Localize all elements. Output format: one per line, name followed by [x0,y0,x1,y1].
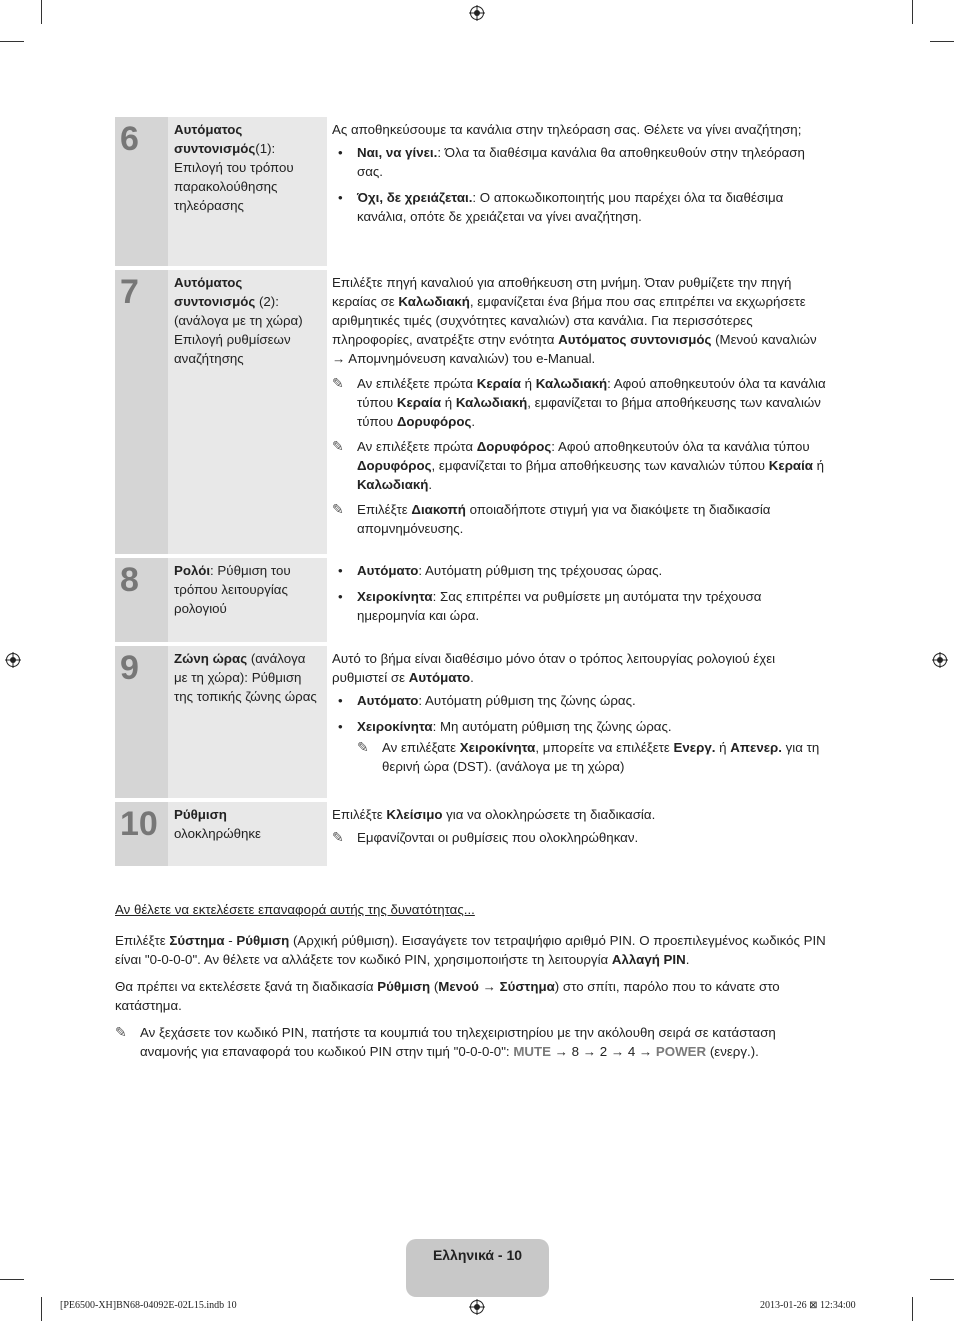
bullet-icon: • [338,693,343,708]
step-intro: Επιλέξτε πηγή καναλιού για αποθήκευση στη μνήμη. Όταν ρυθμίζετε την πηγή κεραίας σε Καλωδιακή, εμφανίζεται ένα βήμα που σας επιτρέπει να εκχωρήσετε αριθμητικές τιμές (συχνότητες καναλιών) στα κανάλια. Για περισσότερες πληροφορίες, ανατρέξτε στην ενότητα Αυτόματος συντονισμός (Μενού καναλιών → Απομνημόνευση καναλιών) του e-Manual. [332,275,817,366]
step-label: Αυτόματος συντονισμός(1): Επιλογή του τρόπου παρακολούθησης τηλεόρασης [168,117,327,266]
print-info-right: 2013-01-26 ⊠ 12:34:00 [760,1300,856,1311]
crop-mark [41,0,42,24]
step-row [115,802,833,866]
list-item: • Αυτόματο: Αυτόματη ρύθμιση της τρέχουσας ώρας. [338,563,663,578]
step-label: Ρύθμιση ολοκληρώθηκε [168,802,327,866]
reset-section [115,900,833,1061]
step-description [327,270,833,554]
paragraph: Θα πρέπει να εκτελέσετε ξανά τη διαδικασία Ρύθμιση (Μενού → Σύστημα) στο σπίτι, παρόλο που το κάνατε στο κατάστημα. [115,979,780,1013]
step-intro: Επιλέξτε Κλείσιμο για να ολοκληρώσετε τη διαδικασία. [332,807,656,822]
note: ✎ Αν επιλέξατε Χειροκίνητα, μπορείτε να επιλέξετε Ενεργ. ή Απενερ. για τη θερινή ώρα (DST). (ανάλογα με τη χώρα) [357,739,820,774]
note: ✎ Αν ξεχάσετε τον κωδικό PIN, πατήστε τα κουμπιά του τηλεχειριστηρίου με την ακόλουθη σειρά σε κατάσταση αναμονής για επαναφορά του κωδικού PIN στην τιμή "0-0-0-0": MUTE → 8 → 2 → 4 → POWER (ενεργ.). [115,1024,776,1059]
list-item: • Ναι, να γίνει.: Όλα τα διαθέσιμα κανάλια θα αποθηκευθούν στην τηλεόραση σας. [338,145,805,179]
list-item: • Όχι, δε χρειάζεται.: Ο αποκωδικοποιητής μου παρέχει όλα τα διαθέσιμα κανάλια, οπότε δε χρειάζεται να γίνει αναζήτηση. [338,190,784,224]
note: ✎ Αν επιλέξετε πρώτα Δορυφόρος: Αφού αποθηκευτούν όλα τα κανάλια τύπου Δορυφόρος, εμφανίζεται το βήμα αποθήκευσης των καναλιών τύπου Κεραία ή Καλωδιακή. [332,438,825,492]
power-key: POWER [655,1044,707,1059]
step-intro: Ας αποθηκεύσουμε τα κανάλια στην τηλεόραση σας. Θέλετε να γίνει αναζήτηση; [332,122,802,137]
crop-mark [912,0,913,24]
step-number: 7 [115,270,168,554]
crop-mark [41,1297,42,1321]
step-description [327,558,833,642]
step-label: Ρολόι: Ρύθμιση του τρόπου λειτουργίας ρολογιού [168,558,327,642]
crop-mark [912,1297,913,1321]
pencil-note-icon: ✎ [332,501,344,517]
bullet-icon: • [338,719,343,734]
crop-mark [0,1279,24,1280]
pencil-note-icon: ✎ [115,1024,127,1040]
step-description [327,646,833,798]
pencil-note-icon: ✎ [357,739,369,755]
list-item: • Χειροκίνητα: Σας επιτρέπει να ρυθμίσετε μη αυτόματα την τρέχουσα ημερομηνία και ώρα. [338,589,762,623]
note: ✎ Εμφανίζονται οι ρυθμίσεις που ολοκληρώθηκαν. [332,829,639,845]
print-info-left: [PE6500-XH]BN68-04092E-02L15.indb 10 [60,1300,237,1311]
bullet-icon: • [338,190,343,205]
crop-mark [0,41,24,42]
registration-mark-icon [469,5,485,21]
list-item: • Χειροκίνητα: Μη αυτόματη ρύθμιση της ζώνης ώρας. ✎ Αν επιλέξατε Χειροκίνητα, μπορείτε να επιλέξετε Ενεργ. ή Απενερ. για τη θερινή ώρα (DST). (ανάλογα με τη χώρα) [332,717,833,776]
step-row [115,558,833,642]
pencil-note-icon: ✎ [332,438,344,454]
step-number: 8 [115,558,168,642]
page-label: Ελληνικά - 10 [432,1247,523,1263]
paragraph: Επιλέξτε Σύστημα - Ρύθμιση (Αρχική ρύθμιση). Εισαγάγετε τον τετραψήφιο αριθμό PIN. Ο προεπιλεγμένος κωδικός PIN είναι "0-0-0-0". Αν θέλετε να αλλάξετε τον κωδικό PIN, χρησιμοποιήστε τη λειτουργία Αλλαγή PIN. [115,933,826,967]
registration-mark-icon [932,652,948,668]
crop-mark [930,41,954,42]
step-intro: Αυτό το βήμα είναι διαθέσιμο μόνο όταν ο τρόπος λειτουργίας ρολογιού έχει ρυθμιστεί σε Αυτόματο. [332,651,776,685]
list-item: • Αυτόματο: Αυτόματη ρύθμιση της ζώνης ώρας. [338,693,636,708]
mute-key: MUTE [513,1044,551,1059]
registration-mark-icon [469,1299,485,1315]
step-number: 6 [115,117,168,266]
section-heading: Αν θέλετε να εκτελέσετε επαναφορά αυτής της δυνατότητας... [115,902,475,917]
crop-mark [930,1279,954,1280]
page-number-badge [406,1239,549,1297]
step-row [115,117,833,266]
bullet-icon: • [338,589,343,604]
note: ✎ Επιλέξτε Διακοπή οποιαδήποτε στιγμή για να διακόψετε τη διαδικασία απομνημόνευσης. [332,501,771,536]
step-description [327,117,833,266]
bullet-icon: • [338,145,343,160]
registration-mark-icon [5,652,21,668]
note: ✎ Αν επιλέξετε πρώτα Κεραία ή Καλωδιακή: Αφού αποθηκευτούν όλα τα κανάλια τύπου Κεραία ή Καλωδιακή, εμφανίζεται το βήμα αποθήκευσης των καναλιών τύπου Δορυφόρος. [332,375,826,429]
pencil-note-icon: ✎ [332,829,344,845]
step-number: 10 [115,802,168,866]
step-label: Αυτόματος συντονισμός (2): (ανάλογα με τη χώρα) Επιλογή ρυθμίσεων αναζήτησης [168,270,327,554]
step-row [115,646,833,798]
step-description [327,802,833,866]
setup-steps-table [115,117,833,870]
step-label: Ζώνη ώρας (ανάλογα με τη χώρα): Ρύθμιση της τοπικής ζώνης ώρας [168,646,327,798]
bullet-icon: • [338,563,343,578]
step-number: 9 [115,646,168,798]
pencil-note-icon: ✎ [332,375,344,391]
step-row [115,270,833,554]
